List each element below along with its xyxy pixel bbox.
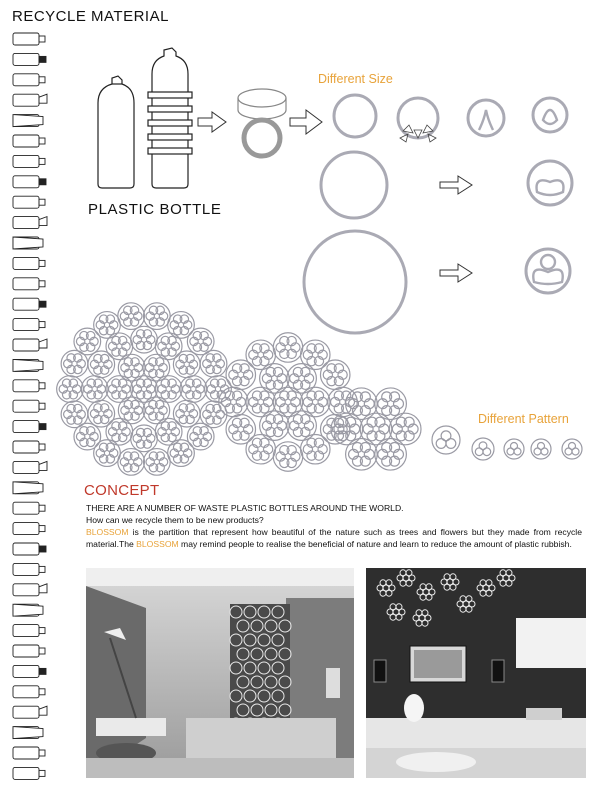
small-blossom-icon xyxy=(531,439,551,459)
different-pattern-label: Different Pattern xyxy=(478,412,569,426)
ring-open-icon xyxy=(244,120,280,156)
small-blossom-icon xyxy=(432,426,460,454)
plastic-bottle-label: PLASTIC BOTTLE xyxy=(88,201,222,218)
ring-petal xyxy=(533,98,567,132)
brand-name: BLOSSOM xyxy=(136,539,179,549)
plain-bottle-icon xyxy=(98,76,134,188)
arrow-icon xyxy=(440,264,472,282)
ring-small xyxy=(334,95,376,137)
page-title: RECYCLE MATERIAL xyxy=(12,8,169,25)
ring-fold xyxy=(468,100,504,136)
cut-bottle-icon xyxy=(148,48,192,188)
ring-pinch xyxy=(398,98,438,138)
concept-line-2: How can we recycle them to be new products? xyxy=(86,515,264,525)
living-room-photo xyxy=(366,568,586,778)
arrow-icon xyxy=(198,112,226,132)
ring-medium xyxy=(321,152,387,218)
concept-line-1: THERE ARE A NUMBER OF WASTE PLASTIC BOTTLES AROUND THE WORLD. xyxy=(86,503,404,513)
arrow-icon xyxy=(290,110,322,134)
concept-paragraph: BLOSSOM is the partition that represent how beautiful of the nature such as trees and flowers but they made from recycle material.The BLOSSOM may remind people to realise the beneficial of nature and learn to reduce the amount of plastic rubbish. xyxy=(86,527,582,549)
small-blossom-icon xyxy=(504,439,524,459)
small-blossom-icon xyxy=(562,439,582,459)
bedroom-photo xyxy=(86,568,354,778)
ring-slice-icon xyxy=(238,89,286,119)
ring-large xyxy=(304,231,406,333)
blossom-patterns xyxy=(57,303,582,475)
small-blossom-icon xyxy=(472,438,494,460)
different-size-label: Different Size xyxy=(318,72,393,86)
concept-heading: CONCEPT xyxy=(84,482,160,499)
arrow-icon xyxy=(440,176,472,194)
concept-body xyxy=(86,502,582,550)
brand-name: BLOSSOM xyxy=(86,527,129,537)
